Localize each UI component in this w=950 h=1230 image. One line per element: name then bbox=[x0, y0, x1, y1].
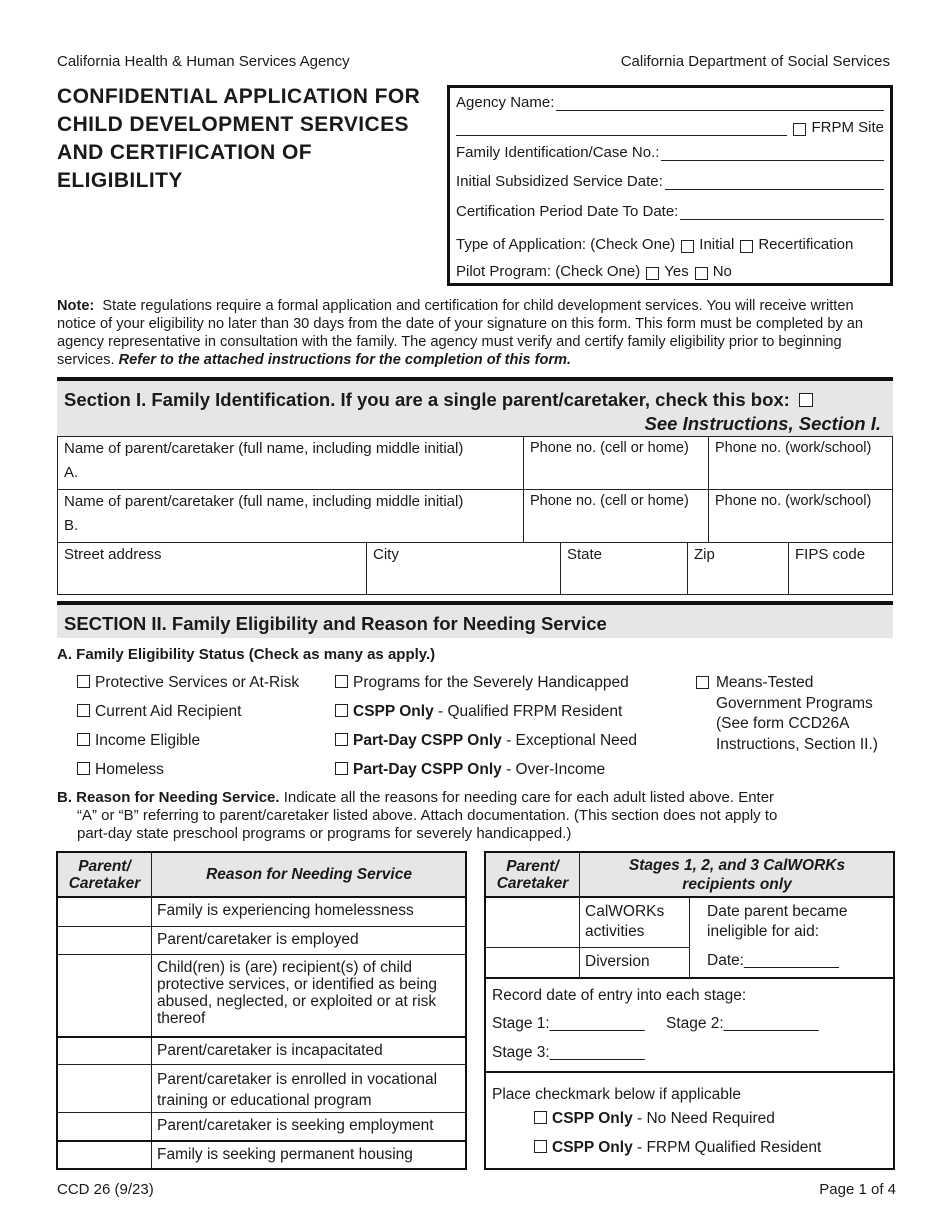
reason-text-line: part-day state preschool programs or programs for severely handicapped.) bbox=[77, 825, 572, 842]
option-partday-exceptional[interactable] bbox=[335, 732, 637, 750]
exceptional-need-label: - Exceptional Need bbox=[506, 732, 638, 749]
row-a-label: A. bbox=[64, 464, 79, 481]
agency-header-right: California Department of Social Services bbox=[620, 53, 890, 70]
ineligible-line: Date parent became bbox=[707, 903, 848, 920]
option-income-eligible[interactable] bbox=[77, 732, 200, 750]
cspp-only-label: CSPP Only bbox=[552, 1110, 633, 1127]
parent-header-line: Parent/ bbox=[78, 858, 131, 875]
row-divider bbox=[486, 1071, 893, 1073]
street-address-cell[interactable]: Street address bbox=[57, 542, 367, 595]
option-cspp-no-need[interactable] bbox=[534, 1109, 775, 1129]
frpm-site-label: FRPM Site bbox=[811, 119, 884, 136]
option-protective-services[interactable] bbox=[77, 674, 299, 692]
pilot-yes-label: Yes bbox=[664, 263, 689, 280]
calworks-parent-cell[interactable] bbox=[486, 898, 579, 947]
reason-text-line: Indicate all the reasons for needing care for each adult listed above. Enter bbox=[283, 789, 775, 806]
means-tested-line: Government Programs bbox=[716, 694, 873, 712]
reason-vocational-training: Parent/caretaker is enrolled in vocational training or educational program bbox=[157, 1071, 438, 1109]
severely-handicapped-checkbox[interactable] bbox=[335, 675, 348, 688]
severely-handicapped-label: Programs for the Severely Handicapped bbox=[353, 674, 629, 691]
partday-exceptional-checkbox[interactable] bbox=[335, 733, 348, 746]
means-tested-line: Means-Tested bbox=[716, 674, 814, 691]
reason-incapacitated: Parent/caretaker is incapacitated bbox=[157, 1042, 383, 1059]
protective-services-label: Protective Services or At-Risk bbox=[95, 674, 300, 691]
partday-cspp-label-2: Part-Day CSPP Only bbox=[353, 761, 502, 778]
agency-name-row bbox=[456, 94, 884, 111]
parent-header-line: Parent/ bbox=[506, 858, 559, 875]
cspp-only-label: CSPP Only bbox=[353, 703, 434, 720]
option-means-tested[interactable] bbox=[696, 673, 878, 755]
section2-title: SECTION II. Family Eligibility and Reason for Needing Service bbox=[64, 613, 607, 634]
single-parent-checkbox[interactable] bbox=[799, 393, 813, 407]
parent-a-name-label: Name of parent/caretaker (full name, including middle initial) bbox=[64, 440, 464, 457]
stage1-field[interactable]: Stage 1:___________ bbox=[492, 1015, 645, 1032]
partday-cspp-label: Part-Day CSPP Only bbox=[353, 732, 502, 749]
parent-b-phone-cell[interactable]: Phone no. (cell or home) bbox=[523, 489, 709, 543]
eligibility-status-heading: A. Family Eligibility Status (Check as many as apply.) bbox=[57, 646, 436, 663]
form-title: CONFIDENTIAL APPLICATION FOR CHILD DEVELOPMENT SERVICES AND CERTIFICATION OF ELIGIBILITY bbox=[57, 85, 421, 192]
agency-name-field-2[interactable] bbox=[456, 120, 787, 136]
row-divider bbox=[486, 977, 893, 979]
initial-label: Initial bbox=[699, 236, 735, 253]
reason-employed: Parent/caretaker is employed bbox=[157, 931, 359, 948]
table-row[interactable] bbox=[58, 898, 465, 927]
initial-date-label: Initial Subsidized Service Date: bbox=[456, 173, 663, 190]
note-body: State regulations require a formal application and certification for child development services. You will receive written notice of your eligibility no later than 30 days from the date of your signature on this form. This form must be completed by an agency representative in consultation with the family. The agency must verify and certify family eligibility prior to beginning services. bbox=[57, 298, 864, 368]
table-row[interactable] bbox=[58, 1112, 465, 1140]
reason-for-service-table bbox=[56, 851, 467, 1170]
current-aid-label: Current Aid Recipient bbox=[95, 703, 242, 720]
form-id: CCD 26 (9/23) bbox=[57, 1181, 154, 1198]
section1-title: Section I. Family Identification. If you are a single parent/caretaker, check this box: bbox=[64, 389, 790, 410]
stages-header-line: Stages 1, 2, and 3 CalWORKs bbox=[628, 857, 846, 874]
calworks-line: activities bbox=[585, 923, 645, 940]
homeless-checkbox[interactable] bbox=[77, 762, 90, 775]
reason-seeking-employment: Parent/caretaker is seeking employment bbox=[157, 1117, 434, 1134]
type-app-label: Type of Application: (Check One) bbox=[456, 236, 676, 253]
note-emphasis: Refer to the attached instructions for the completion of this form. bbox=[118, 352, 572, 368]
reason-protective-services: Child(ren) is (are) recipient(s) of child protective services, or identified as being abused, neglected, or exploited or at risk thereof bbox=[157, 959, 438, 1027]
calworks-line: CalWORKs bbox=[585, 903, 665, 920]
stage2-field[interactable]: Stage 2:___________ bbox=[666, 1015, 819, 1032]
reason-for-service-paragraph bbox=[57, 789, 893, 843]
caretaker-header-line: Caretaker bbox=[68, 875, 141, 892]
means-tested-line: Instructions, Section II.) bbox=[716, 735, 878, 753]
reason-text-line: “A” or “B” referring to parent/caretaker listed above. Attach documentation. (This section does not apply to bbox=[77, 807, 778, 824]
pilot-row bbox=[456, 263, 884, 280]
cspp-frpm-qualified-checkbox[interactable] bbox=[534, 1140, 547, 1153]
table-row[interactable] bbox=[58, 926, 465, 954]
table-row[interactable] bbox=[58, 1064, 465, 1113]
stages-header bbox=[579, 856, 895, 894]
pilot-no-label: No bbox=[712, 263, 732, 280]
city-cell[interactable]: City bbox=[366, 542, 561, 595]
initial-checkbox[interactable] bbox=[681, 240, 694, 253]
note-label: Note: bbox=[57, 298, 95, 314]
no-need-label: - No Need Required bbox=[637, 1110, 775, 1127]
agency-info-box bbox=[447, 85, 893, 286]
cert-period-row bbox=[456, 203, 884, 220]
note-paragraph bbox=[57, 297, 893, 369]
pilot-no-checkbox[interactable] bbox=[695, 267, 708, 280]
reason-permanent-housing: Family is seeking permanent housing bbox=[157, 1146, 413, 1163]
family-id-row bbox=[456, 144, 884, 161]
pilot-label: Pilot Program: (Check One) bbox=[456, 263, 641, 280]
agency-name-label: Agency Name: bbox=[456, 94, 555, 111]
state-cell[interactable]: State bbox=[560, 542, 688, 595]
income-eligible-label: Income Eligible bbox=[95, 732, 201, 749]
protective-services-checkbox[interactable] bbox=[77, 675, 90, 688]
type-app-row bbox=[456, 236, 884, 253]
option-cspp-frpm-qualified[interactable] bbox=[534, 1138, 821, 1158]
cert-period-label: Certification Period Date To Date: bbox=[456, 203, 679, 220]
cspp-only-label-2: CSPP Only bbox=[552, 1139, 633, 1156]
reason-heading: B. Reason for Needing Service. bbox=[57, 789, 280, 806]
means-tested-text bbox=[696, 673, 878, 755]
reason-header: Reason for Needing Service bbox=[206, 866, 412, 883]
option-cspp-frpm[interactable] bbox=[335, 703, 622, 721]
section1-title-row bbox=[64, 389, 818, 411]
option-homeless[interactable] bbox=[77, 761, 164, 779]
option-partday-overincome[interactable] bbox=[335, 761, 605, 779]
diversion-parent-cell[interactable] bbox=[486, 947, 579, 977]
over-income-label: - Over-Income bbox=[506, 761, 606, 778]
family-id-label: Family Identification/Case No.: bbox=[456, 144, 660, 161]
recert-checkbox[interactable] bbox=[740, 240, 753, 253]
pilot-yes-checkbox[interactable] bbox=[646, 267, 659, 280]
place-checkmark-label: Place checkmark below if applicable bbox=[492, 1086, 741, 1103]
homeless-label: Homeless bbox=[95, 761, 164, 778]
diversion-label: Diversion bbox=[585, 953, 650, 970]
recert-label: Recertification bbox=[758, 236, 854, 253]
parent-b-name-label: Name of parent/caretaker (full name, including middle initial) bbox=[64, 493, 464, 510]
initial-date-field[interactable] bbox=[665, 174, 884, 190]
cert-period-field[interactable] bbox=[680, 204, 884, 220]
cspp-no-need-checkbox[interactable] bbox=[534, 1111, 547, 1124]
stages-header-line: recipients only bbox=[682, 876, 792, 893]
record-date-label: Record date of entry into each stage: bbox=[492, 987, 747, 1004]
section2-header bbox=[57, 601, 893, 638]
agency-name-field[interactable] bbox=[556, 95, 884, 111]
cspp-frpm-checkbox[interactable] bbox=[335, 704, 348, 717]
table-row[interactable] bbox=[58, 1036, 465, 1064]
frpm-site-checkbox[interactable] bbox=[793, 123, 806, 136]
agency-header-left: California Health & Human Services Agency bbox=[57, 53, 350, 70]
parent-a-name-cell[interactable] bbox=[57, 436, 524, 490]
section1-see-instructions: See Instructions, Section I. bbox=[644, 413, 881, 434]
income-eligible-checkbox[interactable] bbox=[77, 733, 90, 746]
parent-a-phone-cell[interactable]: Phone no. (cell or home) bbox=[523, 436, 709, 490]
fips-cell[interactable]: FIPS code bbox=[788, 542, 893, 595]
row-b-label: B. bbox=[64, 517, 79, 534]
stage3-field[interactable]: Stage 3:___________ bbox=[492, 1044, 645, 1061]
parent-a-work-phone-cell[interactable]: Phone no. (work/school) bbox=[708, 436, 893, 490]
partday-overincome-checkbox[interactable] bbox=[335, 762, 348, 775]
cspp-frpm-label: - Qualified FRPM Resident bbox=[438, 703, 623, 720]
section1-header bbox=[57, 377, 893, 436]
ineligible-line: ineligible for aid: bbox=[707, 923, 820, 940]
zip-cell[interactable]: Zip bbox=[687, 542, 789, 595]
parent-b-work-phone-cell[interactable]: Phone no. (work/school) bbox=[708, 489, 893, 543]
initial-date-row bbox=[456, 173, 884, 190]
parent-caretaker-header bbox=[58, 858, 151, 892]
parent-caretaker-header bbox=[486, 858, 579, 892]
reason-homelessness: Family is experiencing homelessness bbox=[157, 902, 414, 919]
frpm-qualified-label: - FRPM Qualified Resident bbox=[637, 1139, 822, 1156]
means-tested-line: (See form CCD26A bbox=[716, 715, 850, 732]
calworks-table bbox=[484, 851, 895, 1170]
page-number: Page 1 of 4 bbox=[819, 1181, 896, 1198]
ineligible-date-field[interactable]: Date:___________ bbox=[707, 952, 839, 969]
parent-b-name-cell[interactable] bbox=[57, 489, 524, 543]
table-row[interactable] bbox=[58, 1140, 465, 1170]
means-tested-checkbox[interactable] bbox=[696, 676, 709, 689]
column-divider bbox=[689, 898, 690, 977]
caretaker-header-line: Caretaker bbox=[496, 875, 569, 892]
current-aid-checkbox[interactable] bbox=[77, 704, 90, 717]
option-severely-handicapped[interactable] bbox=[335, 674, 629, 692]
calworks-activities-label bbox=[585, 902, 664, 942]
table-row[interactable] bbox=[58, 954, 465, 1036]
ineligible-label bbox=[707, 902, 847, 942]
option-current-aid[interactable] bbox=[77, 703, 241, 721]
family-id-field[interactable] bbox=[661, 145, 884, 161]
frpm-row bbox=[456, 119, 884, 136]
